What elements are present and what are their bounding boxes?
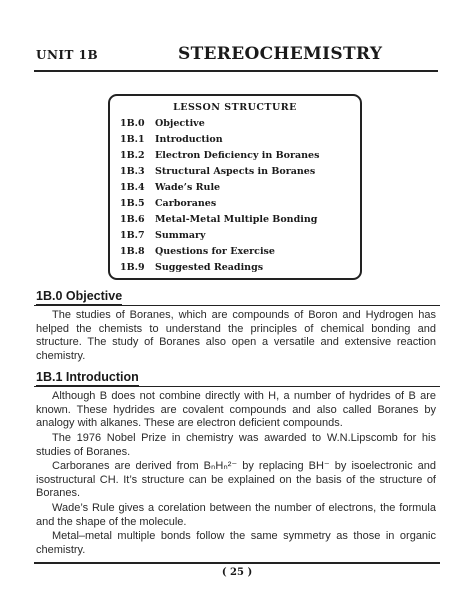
section-rule [34, 305, 440, 306]
lesson-structure-box [108, 94, 362, 280]
lesson-item-number: 1B.4 [120, 182, 145, 193]
lesson-item-label: Objective [155, 118, 205, 129]
lesson-item-number: 1B.0 [120, 118, 145, 129]
section-heading-text: 1B.1 Introduction [36, 370, 139, 387]
lesson-item-label: Questions for Exercise [155, 246, 275, 257]
lesson-item-label: Suggested Readings [155, 262, 264, 273]
chapter-title: STEREOCHEMISTRY [178, 44, 383, 64]
lesson-item [120, 132, 319, 148]
objective-paragraph: The studies of Boranes, which are compounds of Boron and Hydrogen has helped the chemists to understand the principles of chemical bonding and structure. The study of Boranes also open a versatile and extensive reaction chemistry. [36, 309, 436, 362]
lesson-item-label: Summary [155, 230, 206, 241]
lesson-item-label: Metal-Metal Multiple Bonding [155, 214, 318, 225]
lesson-structure-title: LESSON STRUCTURE [173, 102, 297, 113]
section-heading-objective [36, 289, 122, 306]
lesson-item-label: Wade’s Rule [155, 182, 221, 193]
section-rule [34, 386, 440, 387]
lesson-item [120, 180, 319, 196]
lesson-item-number: 1B.9 [120, 262, 145, 273]
intro-paragraph: Metal–metal multiple bonds follow the same symmetry as those in organic chemistry. [36, 530, 436, 556]
lesson-item [120, 260, 319, 276]
intro-paragraph: The 1976 Nobel Prize in chemistry was awarded to W.N.Lipscomb for his studies of Boranes. [36, 432, 436, 458]
unit-label: UNIT 1B [36, 48, 99, 62]
intro-paragraph: Wade’s Rule gives a corelation between the number of electrons, the formula and the shape of the molecule. [36, 502, 436, 528]
lesson-item [120, 228, 319, 244]
intro-paragraph: Although B does not combine directly with H, a number of hydrides of B are known. These hydrides are covalent compounds and also called Boranes by analogy with alkanes. These are electron deficient compounds. [36, 390, 436, 429]
lesson-item-number: 1B.3 [120, 166, 145, 177]
header-rule [34, 70, 438, 72]
lesson-item-number: 1B.5 [120, 198, 145, 209]
lesson-item [120, 164, 319, 180]
lesson-item-number: 1B.1 [120, 134, 145, 145]
page-number: ( 25 ) [221, 567, 253, 578]
lesson-item [120, 148, 319, 164]
lesson-item-number: 1B.8 [120, 246, 145, 257]
lesson-item-label: Introduction [155, 134, 223, 145]
lesson-item [120, 196, 319, 212]
lesson-item-number: 1B.6 [120, 214, 145, 225]
lesson-item-label: Electron Deficiency in Boranes [155, 150, 320, 161]
lesson-item [120, 244, 319, 260]
intro-paragraph: Carboranes are derived from BₙHₙ²⁻ by replacing BH⁻ by isoelectronic and isostructural CH. It’s structure can be explained on the basis of the structure of Boranes. [36, 460, 436, 499]
section-heading-introduction [36, 370, 139, 387]
lesson-item-number: 1B.2 [120, 150, 145, 161]
section-heading-text: 1B.0 Objective [36, 289, 122, 306]
lesson-structure-list [120, 116, 319, 276]
footer-rule [34, 562, 440, 564]
lesson-item-label: Structural Aspects in Boranes [155, 166, 316, 177]
lesson-item [120, 116, 319, 132]
lesson-item [120, 212, 319, 228]
lesson-item-number: 1B.7 [120, 230, 145, 241]
lesson-item-label: Carboranes [155, 198, 217, 209]
